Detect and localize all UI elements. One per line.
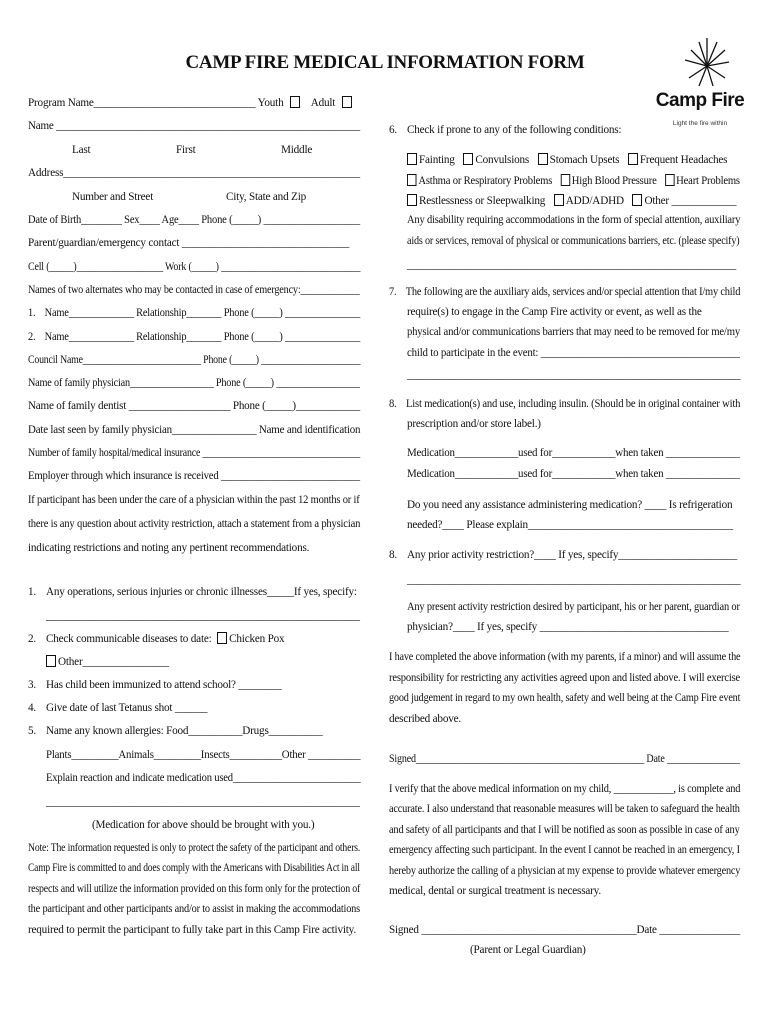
- guardian-caption: (Parent or Legal Guardian): [470, 944, 586, 956]
- note-line-2: Camp Fire is committed to and does comply with the Americans with Disabilities Act in all: [28, 862, 360, 874]
- q9-answer[interactable]: ______________________________________________________________: [407, 574, 741, 586]
- chicken-pox-checkbox[interactable]: [217, 632, 227, 644]
- q4-line[interactable]: [28, 702, 207, 714]
- alternate-1-line[interactable]: [28, 307, 360, 319]
- alternate-1-number: 1.: [28, 307, 36, 319]
- q2-text: Check communicable diseases to date:: [46, 633, 212, 645]
- q6-line: [389, 124, 621, 136]
- program-name-line: [28, 96, 354, 109]
- city-caption: City, State and Zip: [226, 191, 306, 203]
- last-seen-line[interactable]: Date last seen by family physician________________ Name and identification: [28, 424, 361, 436]
- q4-text: Give date of last Tetanus shot ______: [46, 702, 208, 714]
- q8-text-2: prescription and/or store label.): [407, 418, 541, 430]
- q4-number: 4.: [28, 702, 36, 714]
- q3-line[interactable]: [28, 679, 282, 691]
- participant-signature-line[interactable]: Signed_______________________________________________ Date _______________: [389, 753, 740, 765]
- heart-problems-label: Heart Problems: [676, 175, 740, 187]
- agreement-text-4: described above.: [389, 713, 461, 725]
- q1-answer-line[interactable]: _________________________________________________________________: [46, 610, 360, 622]
- medication-row-2[interactable]: Medication____________used for____________when taken ______________: [407, 468, 740, 480]
- verify-text-5: hereby authorize the calling of a physician at my expense to provide whatever emergency: [389, 865, 741, 877]
- q7-text-2: require(s) to engage in the Camp Fire activity or event, as well as the: [407, 306, 702, 318]
- agreement-text-1: I have completed the above information (with my parents, if a minor) and will assume the: [389, 651, 741, 663]
- address-field[interactable]: Address_______________________________________________________: [28, 167, 360, 179]
- dob-line[interactable]: Date of Birth________ Sex____ Age____ Phone (_____) ___________________: [28, 214, 360, 226]
- employer-line[interactable]: Employer through which insurance is received ___________________________: [28, 470, 360, 482]
- disability-text-1: Any disability requiring accommodations in the form of special attention, auxiliary: [407, 214, 741, 226]
- dentist-line[interactable]: Name of family dentist ___________________ Phone (_____)____________: [28, 400, 361, 412]
- stomach-upsets-label: Stomach Upsets: [549, 154, 620, 166]
- logo-tagline: Light the fire within: [672, 120, 728, 127]
- q3-text: Has child been immunized to attend school? ________: [46, 679, 282, 691]
- note-line-3: respects and will utilize the information provided on this form only for the protection of: [28, 883, 361, 895]
- physician-care-text-1: If participant has been under the care of a physician within the past 12 months or if: [28, 494, 360, 506]
- youth-checkbox[interactable]: [290, 96, 300, 108]
- present-restriction-text: Any present activity restriction desired by participant, his or her parent, guardian or: [407, 601, 740, 613]
- name-field[interactable]: Name _________________________________________________________: [28, 120, 360, 132]
- physician-line[interactable]: Name of family physician_________________ Phone (_____) _________________: [28, 377, 360, 389]
- conditions-row-3: [407, 194, 736, 207]
- q2-other-line: [46, 655, 169, 668]
- fainting-checkbox[interactable]: [407, 153, 417, 165]
- last-caption: Last: [72, 144, 91, 156]
- q6-number: 6.: [389, 124, 397, 136]
- program-name-label: Program Name______________________________ Youth: [28, 97, 284, 109]
- q1-number: 1.: [28, 586, 36, 598]
- disability-answer[interactable]: _____________________________________________________________: [407, 259, 737, 271]
- q7-number: 7.: [389, 286, 397, 298]
- q9-line[interactable]: [389, 549, 737, 561]
- verify-text-4: emergency affecting such participant. In the event I cannot be reached in an emergency, I: [389, 844, 740, 856]
- q5-number: 5.: [28, 725, 36, 737]
- restlessness-label: Restlessness or Sleepwalking: [419, 195, 546, 207]
- stomach-upsets-checkbox[interactable]: [538, 153, 548, 165]
- other-condition-label: Other ____________: [644, 195, 737, 207]
- camp-fire-logo: [655, 36, 745, 132]
- q5-line[interactable]: [28, 725, 323, 737]
- q6-text: Check if prone to any of the following conditions:: [407, 124, 622, 136]
- q3-number: 3.: [28, 679, 36, 691]
- insurance-line[interactable]: Number of family hospital/medical insurance _________________________________: [28, 447, 361, 459]
- asthma-label: Asthma or Respiratory Problems: [418, 175, 553, 187]
- council-line[interactable]: Council Name_________________________ Phone (_____) _____________________: [28, 354, 361, 366]
- q7-text-3: physical and/or communications barriers that may need to be removed for me/my: [407, 326, 740, 338]
- medication-assistance-line[interactable]: Do you need any assistance administering medication? ____ Is refrigeration: [407, 499, 733, 511]
- alternates-label: Names of two alternates who may be contacted in case of emergency:____________: [28, 284, 360, 296]
- q8-number: 8.: [389, 398, 397, 410]
- chicken-pox-label: Chicken Pox: [229, 633, 285, 645]
- first-caption: First: [176, 144, 196, 156]
- q1-text: Any operations, serious injuries or chronic illnesses_____If yes, specify:: [46, 586, 357, 598]
- physician-care-text-2: there is any question about activity restriction, attach a statement from a physician: [28, 518, 361, 530]
- note-line-5: required to permit the participant to fully take part in this Camp Fire activity.: [28, 924, 356, 936]
- q1-line[interactable]: [28, 586, 357, 598]
- frequent-headaches-checkbox[interactable]: [628, 153, 638, 165]
- disability-text-2: aids or services, removal of physical or communications barriers, etc. (please specify): [407, 235, 740, 247]
- q8-line: [389, 398, 740, 410]
- convulsions-checkbox[interactable]: [463, 153, 473, 165]
- q8-text: List medication(s) and use, including insulin. (Should be in original container with: [406, 398, 741, 410]
- q5-text: Name any known allergies: Food__________Drugs__________: [46, 725, 323, 737]
- conditions-row-1: [407, 153, 727, 166]
- add-adhd-checkbox[interactable]: [554, 194, 564, 206]
- middle-caption: Middle: [281, 144, 313, 156]
- medication-row-1[interactable]: Medication____________used for____________when taken ______________: [407, 447, 740, 459]
- other-disease-checkbox[interactable]: [46, 655, 56, 667]
- fainting-label: Fainting: [419, 154, 455, 166]
- asthma-checkbox[interactable]: [407, 174, 416, 186]
- high-blood-pressure-checkbox[interactable]: [560, 174, 569, 186]
- guardian-signature-line[interactable]: Signed ________________________________________Date _______________: [389, 924, 740, 936]
- note-line-1: Note: The information requested is only to protect the safety of the participant and others.: [28, 842, 361, 854]
- high-blood-pressure-label: High Blood Pressure: [571, 175, 657, 187]
- other-condition-checkbox[interactable]: [632, 194, 642, 206]
- alternate-2-number: 2.: [28, 331, 36, 343]
- parent-contact-field[interactable]: Parent/guardian/emergency contact _______________________________: [28, 237, 350, 249]
- cell-work-line[interactable]: Cell (_____)__________________ Work (_____) _____________________________: [28, 261, 361, 273]
- verify-text-1: I verify that the above medical information on my child, ____________, is complete and: [389, 783, 741, 795]
- logo-name: Camp Fire: [655, 90, 745, 111]
- street-caption: Number and Street: [72, 191, 154, 203]
- add-adhd-label: ADD/ADHD: [565, 195, 624, 207]
- verify-text-6: medical, dental or surgical treatment is necessary.: [389, 885, 601, 897]
- q7-answer[interactable]: ______________________________________________________________: [407, 369, 741, 381]
- agreement-text-2: responsibility for restricting any activities agreed upon and listed above. I will exercise: [389, 672, 741, 684]
- alternate-2-text: Name_____________ Relationship_______ Phone (_____) _______________: [44, 331, 361, 343]
- heart-problems-checkbox[interactable]: [665, 174, 674, 186]
- adult-label: Adult: [310, 97, 336, 109]
- q5-allergies-line[interactable]: Plants_________Animals_________Insects__________Other __________: [46, 749, 361, 761]
- form-title: CAMP FIRE MEDICAL INFORMATION FORM: [185, 52, 585, 73]
- adult-checkbox[interactable]: [342, 96, 352, 108]
- restlessness-checkbox[interactable]: [407, 194, 417, 206]
- note-line-4: the participant and other participants and/or to assist in making the accommodations: [28, 903, 360, 915]
- alternate-1-text: Name_____________ Relationship_______ Phone (_____) _______________: [44, 307, 361, 319]
- q2-line: [28, 632, 284, 645]
- frequent-headaches-label: Frequent Headaches: [639, 154, 728, 166]
- physician-care-text-3: indicating restrictions and noting any pertinent recommendations.: [28, 542, 310, 554]
- q5-reaction-line[interactable]: Explain reaction and indicate medication used_________________________: [46, 772, 361, 784]
- q9-number: 8.: [389, 549, 397, 561]
- agreement-text-3: good judgement in regard to my own health, safety and well being at the Camp Fire event: [389, 692, 741, 704]
- conditions-row-2: [407, 174, 740, 187]
- refrigeration-line[interactable]: needed?____ Please explain______________________________________: [407, 519, 733, 531]
- q7-text: The following are the auxiliary aids, services and/or special attention that I/my child: [405, 286, 741, 298]
- present-restriction-line[interactable]: physician?____ If yes, specify ___________________________________: [407, 621, 729, 633]
- q9-text: Any prior activity restriction?____ If yes, specify______________________: [407, 549, 737, 561]
- q5-reaction-answer[interactable]: _________________________________________________________________: [46, 796, 360, 808]
- convulsions-label: Convulsions: [475, 154, 530, 166]
- verify-text-3: and safety of all participants and that I will be notified as soon as possible in case of any: [389, 824, 740, 836]
- fire-burst-icon: [655, 36, 745, 92]
- q2-number: 2.: [28, 633, 36, 645]
- q7-text-4[interactable]: child to participate in the event: ______________________________________: [407, 347, 740, 359]
- alternate-2-line[interactable]: [28, 331, 360, 343]
- verify-text-2: accurate. I also understand that reasonable measures will be taken to safeguard the health: [389, 803, 740, 815]
- other-disease-label: Other________________: [58, 656, 169, 668]
- q7-line: [389, 286, 740, 298]
- medication-note: (Medication for above should be brought with you.): [92, 819, 315, 831]
